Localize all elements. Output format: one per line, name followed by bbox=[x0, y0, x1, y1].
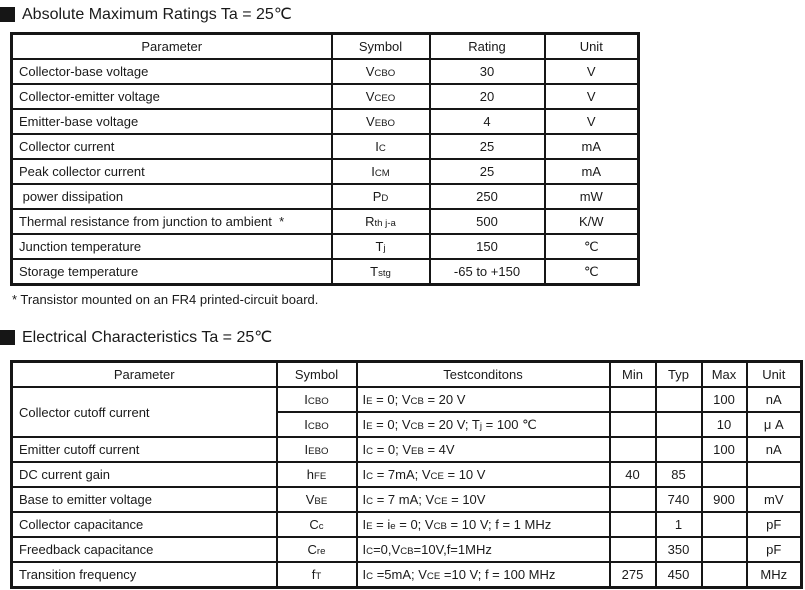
table-header-row bbox=[12, 34, 639, 60]
section-title: Absolute Maximum Ratings Ta = 25℃ bbox=[22, 6, 292, 23]
black-square-icon bbox=[0, 7, 15, 22]
absolute-maximum-ratings-table bbox=[10, 32, 640, 286]
table-row bbox=[12, 562, 802, 588]
symbol-cell: PD bbox=[332, 184, 430, 209]
rating-cell: 25 bbox=[430, 159, 545, 184]
param-cell: Storage temperature bbox=[12, 259, 332, 285]
footnote: * Transistor mounted on an FR4 printed-circuit board. bbox=[12, 292, 319, 307]
table-row bbox=[12, 462, 802, 487]
unit-cell: μ A bbox=[747, 412, 802, 437]
testcondition-cell: IE = 0; VCB = 20 V; Tj = 100 ℃ bbox=[357, 412, 610, 437]
table-row bbox=[12, 184, 639, 209]
section-title-row bbox=[0, 4, 805, 24]
rating-cell: -65 to +150 bbox=[430, 259, 545, 285]
symbol-cell: ICM bbox=[332, 159, 430, 184]
column-header-testconditions: Testconditons bbox=[357, 362, 610, 388]
param-cell: Emitter cutoff current bbox=[12, 437, 277, 462]
table-row bbox=[12, 437, 802, 462]
column-header-max: Max bbox=[702, 362, 747, 388]
max-cell: 100 bbox=[702, 437, 747, 462]
max-cell bbox=[702, 512, 747, 537]
table-row bbox=[12, 259, 639, 285]
param-cell: DC current gain bbox=[12, 462, 277, 487]
section-title-row bbox=[0, 327, 805, 347]
symbol-cell: VBE bbox=[277, 487, 357, 512]
table-row bbox=[12, 387, 802, 412]
unit-cell: mW bbox=[545, 184, 639, 209]
typ-cell bbox=[656, 412, 702, 437]
param-cell: Collector-emitter voltage bbox=[12, 84, 332, 109]
symbol-cell: Cre bbox=[277, 537, 357, 562]
min-cell bbox=[610, 537, 656, 562]
electrical-characteristics-table bbox=[10, 360, 803, 589]
param-cell: Junction temperature bbox=[12, 234, 332, 259]
typ-cell: 350 bbox=[656, 537, 702, 562]
table-row bbox=[12, 84, 639, 109]
column-header-unit: Unit bbox=[545, 34, 639, 60]
column-header-parameter: Parameter bbox=[12, 362, 277, 388]
symbol-cell: VEBO bbox=[332, 109, 430, 134]
symbol-cell: Tj bbox=[332, 234, 430, 259]
table-row bbox=[12, 209, 639, 234]
symbol-cell: ICBO bbox=[277, 387, 357, 412]
param-cell: Collector capacitance bbox=[12, 512, 277, 537]
black-square-icon bbox=[0, 330, 15, 345]
table-row bbox=[12, 512, 802, 537]
min-cell bbox=[610, 512, 656, 537]
param-cell: Collector-base voltage bbox=[12, 59, 332, 84]
unit-cell: V bbox=[545, 84, 639, 109]
max-cell bbox=[702, 562, 747, 588]
testcondition-cell: IC = 7 mA; VCE = 10V bbox=[357, 487, 610, 512]
param-cell: Emitter-base voltage bbox=[12, 109, 332, 134]
rating-cell: 250 bbox=[430, 184, 545, 209]
table-row bbox=[12, 159, 639, 184]
typ-cell: 740 bbox=[656, 487, 702, 512]
max-cell: 100 bbox=[702, 387, 747, 412]
rating-cell: 30 bbox=[430, 59, 545, 84]
table-row bbox=[12, 134, 639, 159]
rating-cell: 25 bbox=[430, 134, 545, 159]
symbol-cell: IC bbox=[332, 134, 430, 159]
rating-cell: 150 bbox=[430, 234, 545, 259]
min-cell: 275 bbox=[610, 562, 656, 588]
max-cell bbox=[702, 537, 747, 562]
min-cell: 40 bbox=[610, 462, 656, 487]
table-row bbox=[12, 109, 639, 134]
symbol-cell: Cc bbox=[277, 512, 357, 537]
typ-cell bbox=[656, 387, 702, 412]
column-header-symbol: Symbol bbox=[332, 34, 430, 60]
param-cell: Base to emitter voltage bbox=[12, 487, 277, 512]
min-cell bbox=[610, 487, 656, 512]
table-row bbox=[12, 234, 639, 259]
unit-cell bbox=[747, 462, 802, 487]
unit-cell: nA bbox=[747, 437, 802, 462]
symbol-cell: Tstg bbox=[332, 259, 430, 285]
testcondition-cell: IC=0,VCB=10V,f=1MHz bbox=[357, 537, 610, 562]
param-cell: Peak collector current bbox=[12, 159, 332, 184]
column-header-min: Min bbox=[610, 362, 656, 388]
param-cell: power dissipation bbox=[12, 184, 332, 209]
typ-cell bbox=[656, 437, 702, 462]
min-cell bbox=[610, 387, 656, 412]
testcondition-cell: IE = ie = 0; VCB = 10 V; f = 1 MHz bbox=[357, 512, 610, 537]
symbol-cell: Rth j-a bbox=[332, 209, 430, 234]
unit-cell: pF bbox=[747, 537, 802, 562]
param-cell: Collector cutoff current bbox=[12, 387, 277, 437]
symbol-cell: fT bbox=[277, 562, 357, 588]
symbol-cell: VCBO bbox=[332, 59, 430, 84]
unit-cell: ℃ bbox=[545, 234, 639, 259]
electrical-characteristics-section bbox=[0, 327, 805, 589]
table-header-row bbox=[12, 362, 802, 388]
unit-cell: mA bbox=[545, 159, 639, 184]
max-cell: 900 bbox=[702, 487, 747, 512]
unit-cell: mV bbox=[747, 487, 802, 512]
unit-cell: pF bbox=[747, 512, 802, 537]
absolute-maximum-ratings-section bbox=[0, 4, 805, 307]
symbol-cell: VCEO bbox=[332, 84, 430, 109]
testcondition-cell: IE = 0; VCB = 20 V bbox=[357, 387, 610, 412]
testcondition-cell: IC = 7mA; VCE = 10 V bbox=[357, 462, 610, 487]
typ-cell: 450 bbox=[656, 562, 702, 588]
symbol-cell: hFE bbox=[277, 462, 357, 487]
unit-cell: ℃ bbox=[545, 259, 639, 285]
testcondition-cell: IC =5mA; VCE =10 V; f = 100 MHz bbox=[357, 562, 610, 588]
table-row bbox=[12, 59, 639, 84]
column-header-typ: Typ bbox=[656, 362, 702, 388]
typ-cell: 85 bbox=[656, 462, 702, 487]
param-cell: Collector current bbox=[12, 134, 332, 159]
rating-cell: 4 bbox=[430, 109, 545, 134]
typ-cell: 1 bbox=[656, 512, 702, 537]
table-row bbox=[12, 537, 802, 562]
table-row bbox=[12, 487, 802, 512]
rating-cell: 20 bbox=[430, 84, 545, 109]
symbol-cell: IEBO bbox=[277, 437, 357, 462]
unit-cell: nA bbox=[747, 387, 802, 412]
column-header-symbol: Symbol bbox=[277, 362, 357, 388]
param-cell: Thermal resistance from junction to ambient * bbox=[12, 209, 332, 234]
testcondition-cell: IC = 0; VEB = 4V bbox=[357, 437, 610, 462]
param-cell: Freedback capacitance bbox=[12, 537, 277, 562]
unit-cell: mA bbox=[545, 134, 639, 159]
max-cell: 10 bbox=[702, 412, 747, 437]
column-header-unit: Unit bbox=[747, 362, 802, 388]
min-cell bbox=[610, 412, 656, 437]
max-cell bbox=[702, 462, 747, 487]
unit-cell: V bbox=[545, 109, 639, 134]
min-cell bbox=[610, 437, 656, 462]
symbol-cell: ICBO bbox=[277, 412, 357, 437]
section-title: Electrical Characteristics Ta = 25℃ bbox=[22, 329, 273, 346]
unit-cell: V bbox=[545, 59, 639, 84]
column-header-rating: Rating bbox=[430, 34, 545, 60]
unit-cell: K/W bbox=[545, 209, 639, 234]
unit-cell: MHz bbox=[747, 562, 802, 588]
param-cell: Transition frequency bbox=[12, 562, 277, 588]
column-header-parameter: Parameter bbox=[12, 34, 332, 60]
rating-cell: 500 bbox=[430, 209, 545, 234]
